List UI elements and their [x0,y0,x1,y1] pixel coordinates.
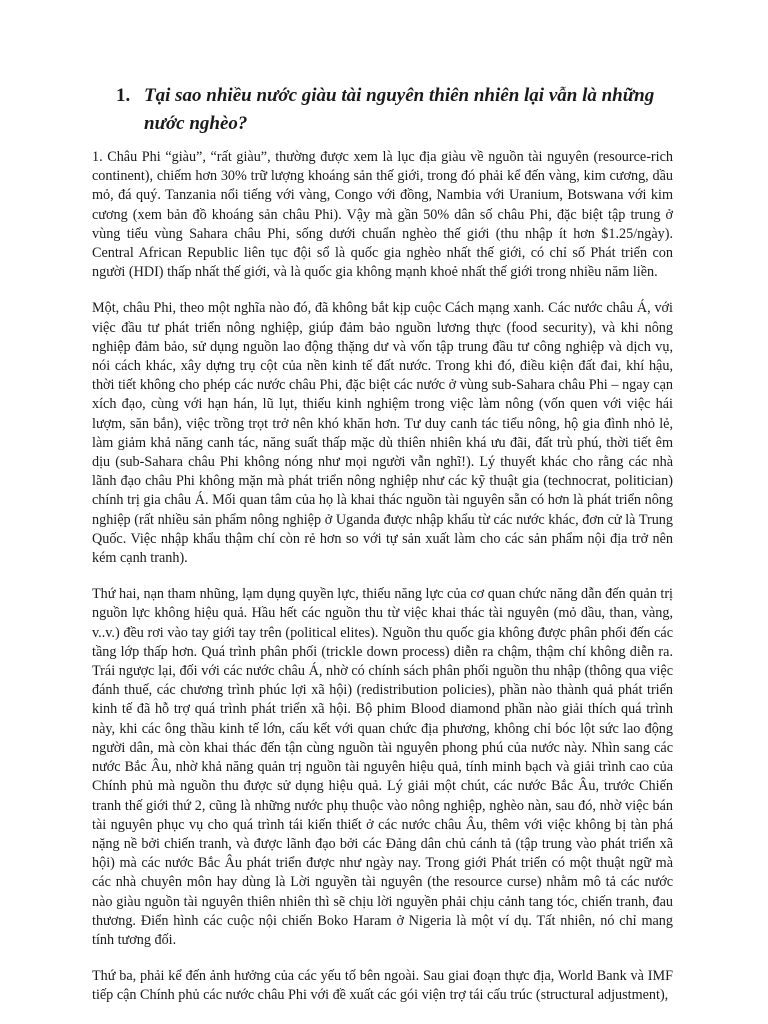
paragraph-intro: 1. Châu Phi “giàu”, “rất giàu”, thường được xem là lục địa giàu về nguồn tài nguyên (resource-rich continent), chiếm hơn 30% trữ lượng khoáng sản thế giới, trong đó phải kể đến vàng, kim cương, dầu mỏ, đá quý. Tanzania nổi tiếng với vàng, Congo với đồng, Nambia với Uranium, Botswana với kim cương (xem bản đồ khoáng sản châu Phi). Vậy mà gần 50% dân số châu Phi, đặc biệt tập trung ở vùng tiểu vùng Sahara châu Phi, sống dưới chuẩn nghèo thế giới (thu nhập ít hơn $1.25/ngày). Central African Republic liên tục đội sổ là quốc gia nghèo nhất thế giới, có chỉ số Phát triển con người (HDI) thấp nhất thế giới, và là quốc gia không mạnh khoẻ nhất thế giới trong nhiều năm liền. [92,149,673,281]
section-title: Tại sao nhiều nước giàu tài nguyên thiên nhiên lại vẫn là những nước nghèo? [144,85,655,134]
document-body [92,148,673,1023]
paragraph-first-reason: Một, châu Phi, theo một nghĩa nào đó, đã không bắt kịp cuộc Cách mạng xanh. Các nước châu Á, với việc đầu tư phát triển nông nghiệp, giúp đảm bảo nguồn lương thực (food security), và khi nông nghiệp đảm bảo, sử dụng nguồn lao động thặng dư và vốn tập trung đầu tư công nghiệp và dịch vụ, nói cách khác, xây dựng trụ cột của nền kinh tế đất nước. Trong khi đó, điều kiện đất đai, khí hậu, thời tiết không cho phép các nước châu Phi, đặc biệt các nước ở vùng sub-Sahara châu Phi – ngay cạn xích đạo, cùng với hạn hán, lũ lụt, thiếu kinh nghiệm trong việc làm nông (vốn quen với việc hái lượm, săn bắn), việc trồng trọt trở nên khó khăn hơn. Tư duy canh tác tiểu nông, hộ gia đình nhỏ lẻ, làm giảm khả năng canh tác, năng suất thấp mặc dù thiên nhiên khá ưu đãi, đất trù phú, thời tiết êm dịu (sub-Sahara châu Phi không nóng như mọi người vẫn nghĩ!). Lý thuyết khác cho rằng các nhà lãnh đạo châu Phi không mặn mà phát triển nông nghiệp như các kỹ thuật gia (technocrat, politician) chính trị gia châu Á. Mối quan tâm của họ là khai thác nguồn tài nguyên sẵn có hơn là phát triển nông nghiệp (rất nhiều sản phẩm nông nghiệp ở Uganda được nhập khẩu từ các nước khác, đơn cử là Trung Quốc. Việc nhập khẩu thậm chí còn rẻ hơn so với tự sản xuất làm cho các sản phẩm nội địa trở nên kém cạnh tranh). [92,300,673,567]
paragraph-third-reason: Thứ ba, phải kể đến ảnh hưởng của các yếu tố bên ngoài. Sau giai đoạn thực địa, World Bank và IMF tiếp cận Chính phủ các nước châu Phi với đề xuất các gói viện trợ tái cấu trúc (structural adjustment), [92,968,673,1004]
section-number: 1. [116,85,131,106]
paragraph-second-reason: Thứ hai, nạn tham nhũng, lạm dụng quyền lực, thiếu năng lực của cơ quan chức năng dẫn đến quản trị nguồn lực không hiệu quả. Hầu hết các nguồn thu từ việc khai thác tài nguyên (mỏ dầu, than, vàng, v..v.) đều rơi vào tay giới tay trên (political elites). Nguồn thu quốc gia không được phân phối đến các tầng lớp thấp hơn. Quá trình phân phối (trickle down process) diễn ra chậm, thậm chí không diễn ra. Trái ngược lại, đối với các nước châu Á, nhờ có chính sách phân phối nguồn thu nhập (thông qua việc đánh thuế, các chương trình phúc lợi xã hội) (redistribution policies), phần nào thành quả phát triển kinh tế đã hỗ trợ quá trình phát triển xã hội. Bộ phim Blood diamond phần nào giải thích quá trình này, khi các ông thầu kinh tế lớn, cấu kết với quan chức địa phương, không chỉ bóc lột sức lao động người dân, mà còn khai thác đến tận cùng nguồn tài nguyên phong phú của nước này. Nhìn sang các nước Bắc Âu, nhờ khả năng quản trị nguồn tài nguyên hiệu quả, tính minh bạch và giải trình cao của Chính phủ mà nguồn thu được sử dụng hiệu quả. Lý giải một chút, các nước Bắc Âu, trước Chiến tranh thế giới thứ 2, cũng là những nước phụ thuộc vào nông nghiệp, nghèo nàn, sau đó, nhờ việc bán tài nguyên phục vụ cho quá trình tái kiến thiết ở các nước châu Âu, thêm với việc không bị tàn phá nặng nề bởi chiến tranh, và được lãnh đạo bởi các Đảng dân chủ cánh tả (tập trung vào phát triển xã hội) mà các nước Bắc Âu phát triển được như ngày nay. Trong giới Phát triển có một thuật ngữ mà các nhà chuyên môn hay dùng là Lời nguyền tài nguyên (the resource curse) nhằm mô tả các nước nào giàu nguồn tài nguyên thiên nhiên thì sẽ chịu lời nguyền phải chịu cảnh tang tóc, chiến tranh, đau thương. Điển hình các cuộc nội chiến Boko Haram ở Nigeria là một ví dụ. Tất nhiên, nó chỉ mang tính tương đối. [92,586,673,948]
section-heading [116,82,686,138]
